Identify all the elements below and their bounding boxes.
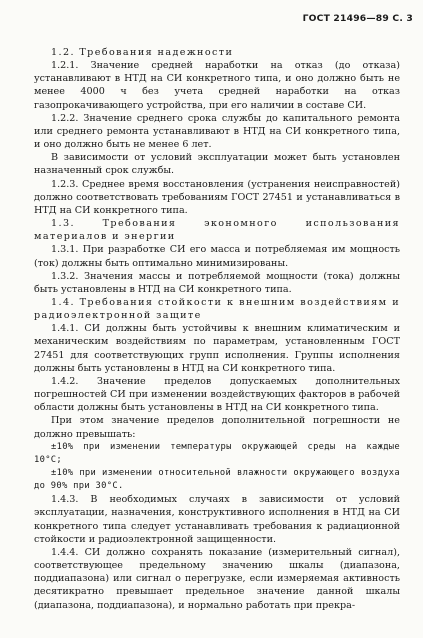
paragraph: 1.4.2. Значение пределов допускаемых дополнительных погрешностей СИ при изменении воздействующих факторов в рабочей области должны быть установлены в НТД на СИ конкретного типа. [34,375,400,414]
paragraph: 1.3.1. При разработке СИ его масса и потребляемая им мощность (ток) должны быть оптимально минимизированы. [34,244,400,269]
paragraph: ±10% при изменении температуры окружающей среды на каждые 10°С; [34,441,400,465]
paragraph: 1.4.3. В необходимых случаях в зависимости от условий эксплуатации, назначения, конструктивного исполнения в НТД на СИ конкретного типа следует устанавливать требования к радиационной стойкости и радиоэлектронной защищенности. [34,494,400,545]
section-heading: 1.2. Требования надежности [51,47,234,58]
paragraph: При этом значение пределов дополнительной погрешности не должно превышать: [34,415,400,440]
paragraph: 1.3.2. Значения массы и потребляемой мощности (тока) должны быть установлены в НТД на СИ конкретного типа. [34,270,400,295]
paragraph: В зависимости от условий эксплуатации может быть установлен назначенный срок службы. [34,152,400,177]
section-heading: 1.4. Требования стойкости к внешним воздействиям и радиоэлектронной защите [34,296,400,322]
paragraph: 1.2.3. Среднее время восстановления (устранения неисправностей) должно соответствовать требованиям ГОСТ 27451 и устанавливаться в НТД на СИ конкретного типа. [34,178,400,216]
paragraph: 1.4.4. СИ должно сохранять показание (измерительный сигнал), соответствующее предельному значению шкалы (диапазона, поддиапазона) или сигнал о перегрузке, если измеряемая активность десятикратно превышает предельное значение данной шкалы (диапазона, поддиапазона), и нормально работать при прекра- [34,546,400,611]
document-body [34,46,400,612]
paragraph: 1.4.1. СИ должны быть устойчивы к внешним климатическим и механическим воздействиям по параметрам, установленным ГОСТ 27451 для соответствующих групп исполнения. Группы исполнения должны быть установлены в НТД на СИ конкретного типа. [34,323,400,374]
page-header: ГОСТ 21496—89 С. 3 [302,13,413,24]
paragraph: 1.2.2. Значение среднего срока службы до капитального ремонта или среднего ремонта устанавливают в НТД на СИ конкретного типа, и оно должно быть не менее 6 лет. [34,112,400,151]
paragraph: 1.2.1. Значение средней наработки на отказ (до отказа) устанавливают в НТД на СИ конкретного типа, и оно должно быть не менее 4000 ч без учета средней наработки на отказ газопрокачивающего устройства, при его наличии в составе СИ. [34,60,400,111]
paragraph: ±10% при изменении относительной влажности окружающего воздуха до 90% при 30°С. [34,468,400,492]
section-heading: 1.3. Требования экономного использования материалов и энергии [34,218,400,243]
